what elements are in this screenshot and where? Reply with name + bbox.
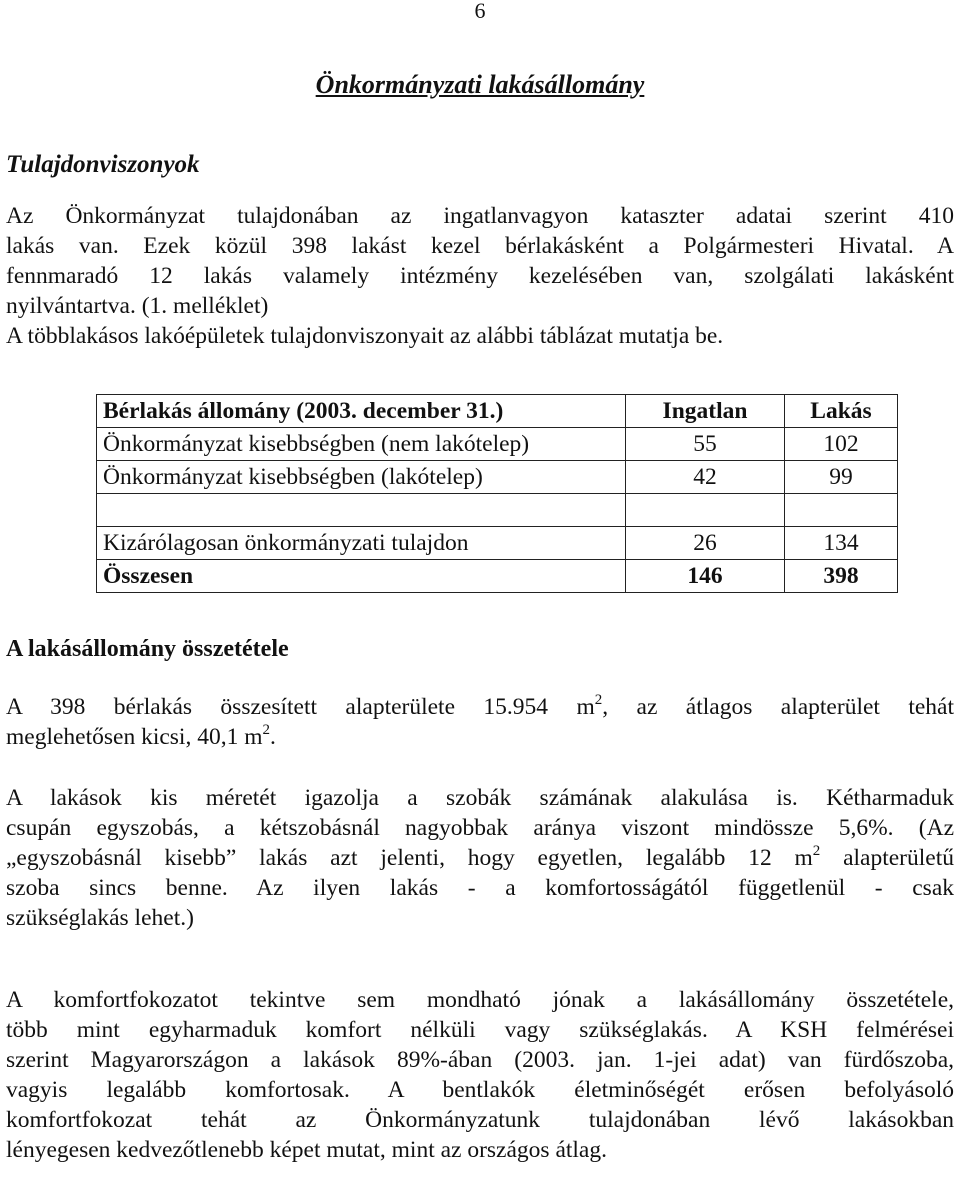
- text-run: A 398 bérlakás összesített alapterülete 15.954 m: [6, 694, 595, 720]
- comfort-line: több mint egyharmaduk komfort nélküli vagy szükséglakás. A KSH felmérései: [6, 1017, 954, 1043]
- rooms-paragraph: [6, 783, 954, 933]
- table-row: [97, 428, 898, 461]
- table-row: [97, 461, 898, 494]
- rooms-line: szükséglakás lehet.): [6, 905, 194, 931]
- total-label: Összesen: [97, 560, 626, 593]
- text-run: alapterületű: [820, 845, 954, 871]
- intro-line: Az Önkormányzat tulajdonában az ingatlanvagyon kataszter adatai szerint 410: [6, 203, 954, 229]
- page-number: 6: [474, 0, 486, 23]
- area-paragraph: [6, 692, 954, 752]
- section-heading-composition: A lakásállomány összetétele: [6, 636, 289, 662]
- intro-line: fennmaradó 12 lakás valamely intézmény kezelésében van, szolgálati lakásként: [6, 263, 954, 289]
- table-cell: Önkormányzat kisebbségben (lakótelep): [97, 461, 626, 494]
- intro-paragraph: [6, 201, 954, 351]
- table-total-row: [97, 560, 898, 593]
- header-cell-property: Ingatlan: [626, 395, 785, 428]
- table-cell: 42: [626, 461, 785, 494]
- table-cell: [785, 494, 898, 527]
- intro-line: lakás van. Ezek közül 398 lakást kezel bérlakásként a Polgármesteri Hivatal. A: [6, 233, 954, 259]
- rooms-line: A lakások kis méretét igazolja a szobák számának alakulása is. Kétharmaduk: [6, 785, 954, 811]
- superscript: 2: [262, 722, 270, 738]
- text-run: „egyszobásnál kisebb” lakás azt jelenti, hogy egyetlen, legalább 12 m: [6, 845, 813, 871]
- comfort-paragraph: [6, 985, 954, 1165]
- header-cell-flat: Lakás: [785, 395, 898, 428]
- comfort-line: komfortfokozat tehát az Önkormányzatunk tulajdonában lévő lakásokban: [6, 1107, 954, 1133]
- area-line: [6, 722, 954, 752]
- table-cell: 99: [785, 461, 898, 494]
- total-flat: 398: [785, 560, 898, 593]
- page-title: Önkormányzati lakásállomány: [315, 70, 645, 99]
- text-run: meglehetősen kicsi, 40,1 m: [6, 724, 263, 750]
- table-header-row: [97, 395, 898, 428]
- superscript: 2: [594, 692, 603, 708]
- total-property: 146: [626, 560, 785, 593]
- table-row: [97, 527, 898, 560]
- rooms-line: csupán egyszobás, a kétszobásnál nagyobbak aránya viszont mindössze 5,6%. (Az: [6, 815, 954, 841]
- table-cell: Kizárólagosan önkormányzati tulajdon: [97, 527, 626, 560]
- comfort-line: lényegesen kedvezőtlenebb képet mutat, mint az országos átlag.: [6, 1137, 607, 1163]
- rental-stock-table: [96, 394, 898, 593]
- table-cell: 134: [785, 527, 898, 560]
- intro-line: nyilvántartva. (1. melléklet): [6, 293, 269, 319]
- rooms-line: szoba sincs benne. Az ilyen lakás - a komfortosságától függetlenül - csak: [6, 875, 954, 901]
- text-run: .: [270, 724, 276, 750]
- comfort-line: vagyis legalább komfortosak. A bentlakók életminőségét erősen befolyásoló: [6, 1077, 954, 1103]
- table-cell: 55: [626, 428, 785, 461]
- comfort-line: szerint Magyarországon a lakások 89%-ában (2003. jan. 1-jei adat) van fürdőszoba,: [6, 1047, 954, 1073]
- rooms-line: [6, 843, 954, 873]
- comfort-line: A komfortfokozatot tekintve sem mondható jónak a lakásállomány összetétele,: [6, 987, 954, 1013]
- table-cell: 102: [785, 428, 898, 461]
- superscript: 2: [812, 843, 821, 859]
- text-run: , az átlagos alapterület tehát: [602, 694, 955, 720]
- table-cell: [626, 494, 785, 527]
- section-heading-ownership: Tulajdonviszonyok: [6, 151, 200, 178]
- area-line: [6, 692, 954, 722]
- table-cell: 26: [626, 527, 785, 560]
- table-row-empty: [97, 494, 898, 527]
- header-cell-category: Bérlakás állomány (2003. december 31.): [97, 395, 626, 428]
- table-cell: [97, 494, 626, 527]
- table-cell: Önkormányzat kisebbségben (nem lakótelep): [97, 428, 626, 461]
- intro-line: A többlakásos lakóépületek tulajdonviszonyait az alábbi táblázat mutatja be.: [6, 323, 724, 349]
